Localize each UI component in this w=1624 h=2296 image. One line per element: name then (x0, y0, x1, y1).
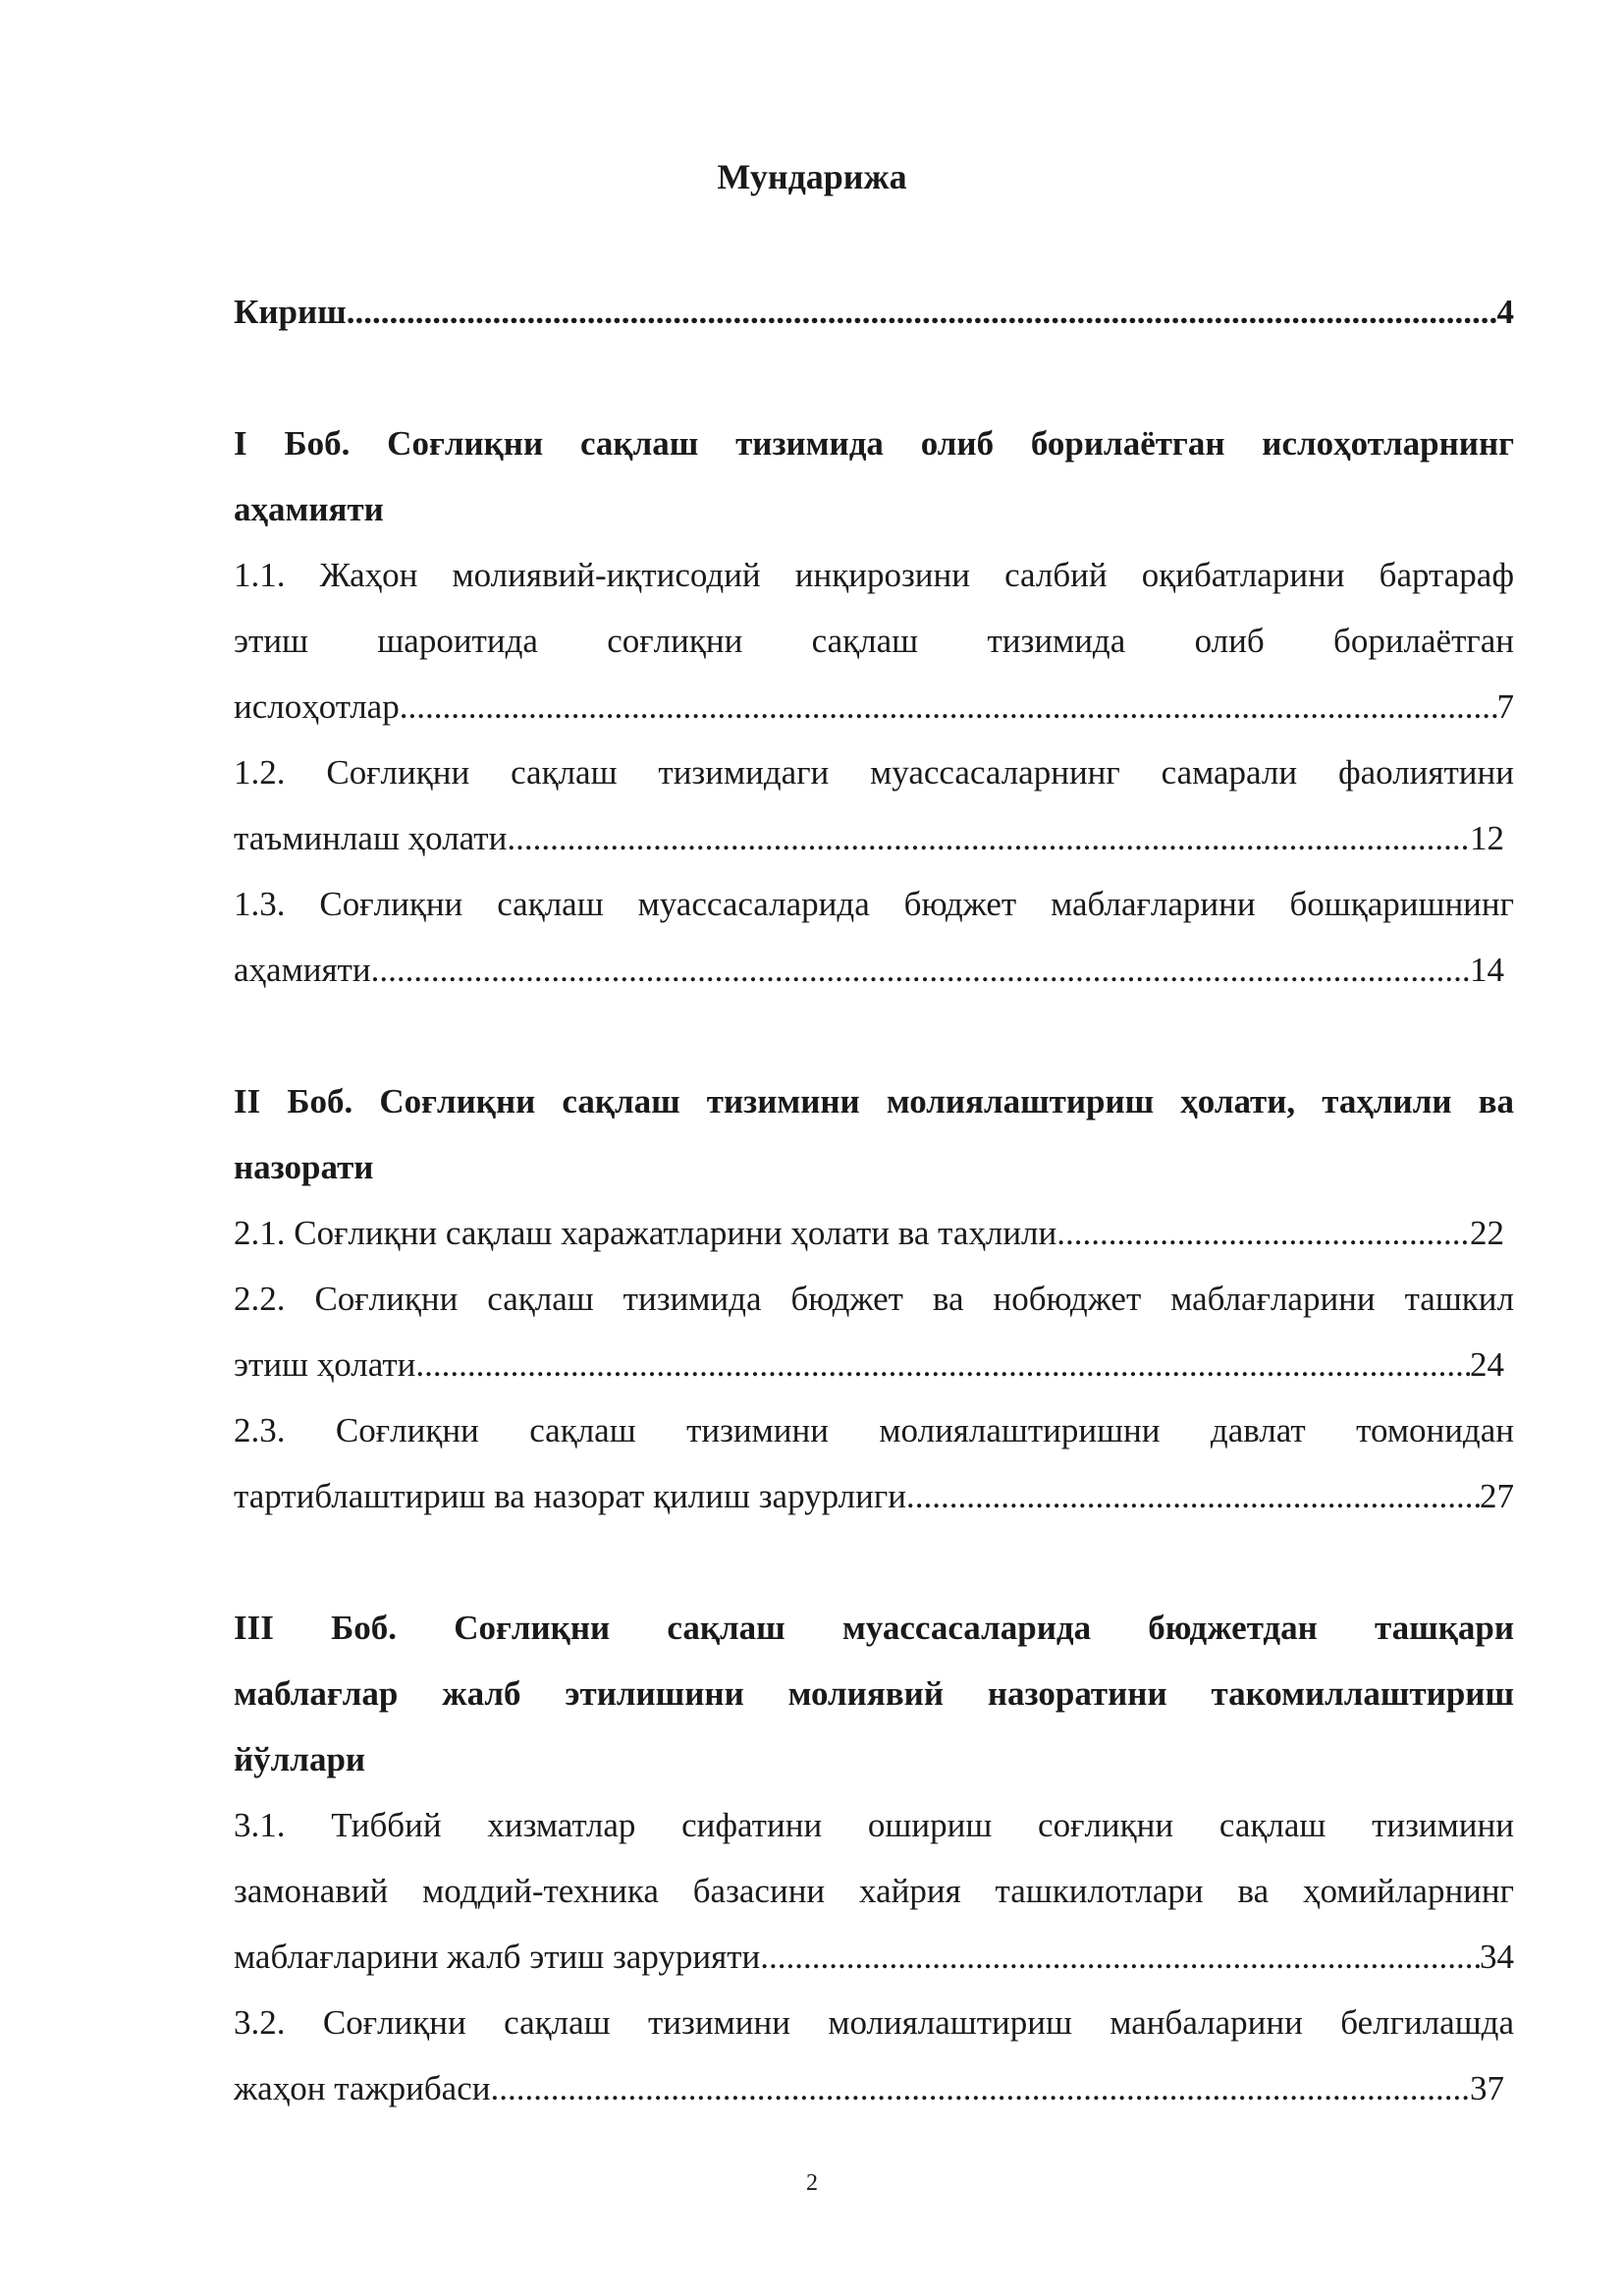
toc-title: Мундарижа (717, 157, 907, 196)
chapter-heading-3-line-1[interactable]: III Боб. Соғлиқни сақлаш муассасаларида бюджетдан ташқари (234, 1609, 1514, 1647)
toc-entry-3-2-last[interactable] (234, 2067, 1504, 2110)
toc-entry-1-3-line-1[interactable]: 1.3. Соғлиқни сақлаш муассасаларида бюджет маблағларини бошқаришнинг (234, 885, 1514, 923)
toc-entry-1-1-line-2[interactable]: этиш шароитида соғлиқни сақлаш тизимида олиб борилаётган (234, 622, 1514, 660)
toc-entry-2-2-last[interactable] (234, 1343, 1504, 1387)
dot-leader (760, 1936, 1480, 1979)
toc-entry-text: ислоҳотлар (234, 687, 400, 726)
toc-entry-text: 2.1. Соғлиқни сақлаш харажатларини ҳолати ва таҳлили (234, 1214, 1057, 1252)
dot-leader (507, 817, 1470, 860)
toc-entry-3-2-line-1[interactable]: 3.2. Соғлиқни сақлаш тизимини молиялаштириш манбаларини белгилашда (234, 2003, 1514, 2042)
toc-page-number: 24 (1470, 1345, 1504, 1384)
toc-page-number: 4 (1496, 293, 1514, 331)
page-number: 2 (806, 2170, 818, 2196)
dot-leader (347, 291, 1497, 334)
toc-entry-2-1[interactable] (234, 1212, 1504, 1255)
toc-entry-text: Кириш (234, 293, 347, 331)
chapter-heading-3-line-2[interactable]: маблағлар жалб этилишини молиявий назоратини такомиллаштириш (234, 1674, 1514, 1713)
chapter-heading-1-line-1[interactable]: I Боб. Соғлиқни сақлаш тизимида олиб борилаётган ислоҳотларнинг (234, 424, 1514, 463)
toc-entry-text: аҳамияти (234, 951, 371, 989)
toc-entry-text: таъминлаш ҳолати (234, 819, 508, 857)
dot-leader (490, 2067, 1470, 2110)
toc-page-number: 7 (1496, 687, 1514, 726)
chapter-heading-2-line-1[interactable]: II Боб. Соғлиқни сақлаш тизимини молиялаштириш ҳолати, таҳлили ва (234, 1082, 1514, 1121)
toc-entry-2-2-line-1[interactable]: 2.2. Соғлиқни сақлаш тизимида бюджет ва нобюджет маблағларини ташкил (234, 1280, 1514, 1318)
chapter-heading-1-line-2[interactable]: аҳамияти (234, 490, 384, 528)
toc-entry-3-1-line-2[interactable]: замонавий моддий-техника базасини хайрия ташкилотлари ва ҳомийларнинг (234, 1872, 1514, 1910)
toc-page-number: 14 (1470, 951, 1504, 989)
toc-page-number: 22 (1470, 1214, 1504, 1252)
toc-entry-1-2-last[interactable] (234, 817, 1504, 860)
toc-entry-1-1-last[interactable] (234, 685, 1514, 729)
dot-leader (915, 1475, 1480, 1518)
toc-entry-1-2-line-1[interactable]: 1.2. Соғлиқни сақлаш тизимидаги муассасаларнинг самарали фаолиятини (234, 753, 1514, 792)
dot-leader (371, 949, 1470, 992)
toc-entry-1-1-line-1[interactable]: 1.1. Жаҳон молиявий-иқтисодий инқирозини салбий оқибатларини бартараф (234, 556, 1514, 594)
toc-entry-intro[interactable] (234, 291, 1514, 334)
toc-entry-text: этиш ҳолати (234, 1345, 416, 1384)
toc-entry-1-3-last[interactable] (234, 949, 1504, 992)
dot-leader (415, 1343, 1470, 1387)
toc-page-number: 37 (1470, 2069, 1504, 2107)
toc-entry-text: маблағларини жалб этиш зарурияти (234, 1938, 761, 1976)
dot-leader (400, 685, 1497, 729)
toc-page-number: 27 (1480, 1477, 1514, 1515)
chapter-heading-2-line-2[interactable]: назорати (234, 1148, 374, 1186)
toc-entry-2-3-last[interactable] (234, 1475, 1514, 1518)
toc-entry-text: жаҳон тажрибаси (234, 2069, 491, 2107)
toc-page-number: 34 (1480, 1938, 1514, 1976)
toc-entry-3-1-last[interactable] (234, 1936, 1514, 1979)
toc-page-number: 12 (1470, 819, 1504, 857)
toc-entry-2-3-line-1[interactable]: 2.3. Соғлиқни сақлаш тизимини молиялаштиришни давлат томонидан (234, 1411, 1514, 1449)
chapter-heading-3-line-3[interactable]: йўллари (234, 1740, 366, 1778)
toc-entry-text: тартиблаштириш ва назорат қилиш зарурлиги. (234, 1477, 915, 1515)
toc-entry-3-1-line-1[interactable]: 3.1. Тиббий хизматлар сифатини ошириш соғлиқни сақлаш тизимини (234, 1806, 1514, 1844)
dot-leader (1056, 1212, 1470, 1255)
